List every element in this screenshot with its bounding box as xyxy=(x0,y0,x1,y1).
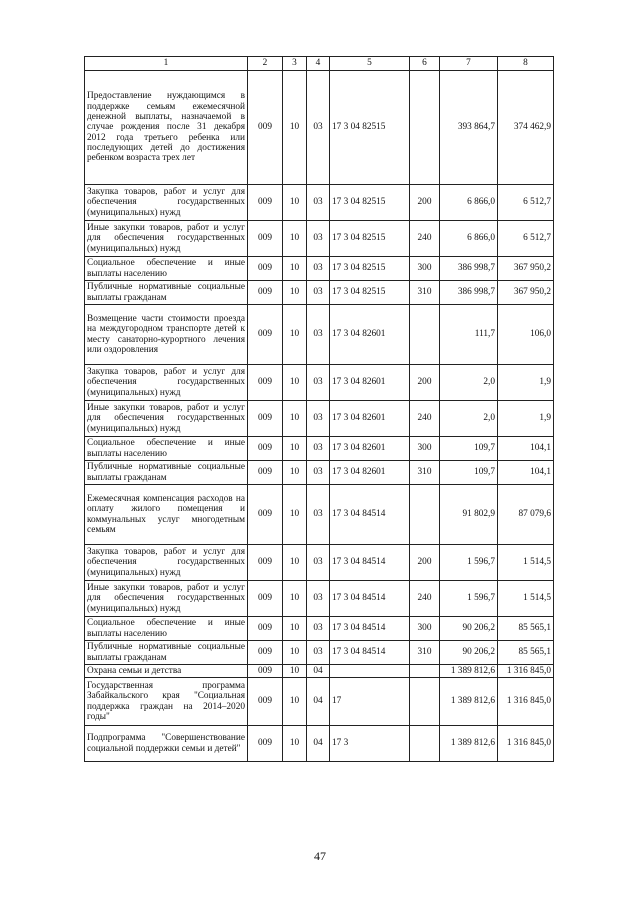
cell-name: Охрана семьи и детства xyxy=(85,665,248,678)
table-row xyxy=(85,221,554,257)
cell-subsection: 03 xyxy=(307,281,330,305)
cell-amount-year-1: 111,7 xyxy=(440,305,498,365)
cell-expense-type xyxy=(410,485,440,545)
cell-name: Иные закупки товаров, работ и услуг для обеспечения государственных (муниципальных) нужд xyxy=(85,401,248,437)
cell-target-article: 17 3 04 84514 xyxy=(330,545,410,581)
cell-name: Ежемесячная компенсация расходов на оплату жилого помещения и коммунальных услуг многодетным семьям xyxy=(85,485,248,545)
cell-expense-type xyxy=(410,726,440,762)
cell-ministry-code: 009 xyxy=(248,305,283,365)
cell-section: 10 xyxy=(283,71,307,185)
cell-expense-type: 200 xyxy=(410,545,440,581)
cell-target-article: 17 3 04 82601 xyxy=(330,365,410,401)
cell-amount-year-2: 85 565,1 xyxy=(498,617,554,641)
cell-expense-type: 310 xyxy=(410,461,440,485)
table-row xyxy=(85,305,554,365)
cell-name: Закупка товаров, работ и услуг для обеспечения государственных (муниципальных) нужд xyxy=(85,185,248,221)
column-header-3: 3 xyxy=(283,57,307,71)
cell-expense-type: 300 xyxy=(410,437,440,461)
cell-ministry-code: 009 xyxy=(248,437,283,461)
column-header-5: 5 xyxy=(330,57,410,71)
cell-name: Социальное обеспечение и иные выплаты населению xyxy=(85,257,248,281)
table-row xyxy=(85,401,554,437)
cell-ministry-code: 009 xyxy=(248,641,283,665)
cell-target-article: 17 3 04 82601 xyxy=(330,401,410,437)
cell-amount-year-2: 374 462,9 xyxy=(498,71,554,185)
cell-target-article: 17 3 04 84514 xyxy=(330,617,410,641)
cell-section: 10 xyxy=(283,257,307,281)
cell-ministry-code: 009 xyxy=(248,485,283,545)
cell-name: Возмещение части стоимости проезда на междугородном транспорте детей к месту санаторно-курортного лечения или оздоровления xyxy=(85,305,248,365)
table-row xyxy=(85,437,554,461)
cell-section: 10 xyxy=(283,401,307,437)
cell-expense-type: 200 xyxy=(410,365,440,401)
cell-expense-type xyxy=(410,678,440,726)
cell-amount-year-2: 6 512,7 xyxy=(498,185,554,221)
cell-target-article: 17 3 04 82515 xyxy=(330,257,410,281)
cell-section: 10 xyxy=(283,678,307,726)
cell-subsection: 03 xyxy=(307,437,330,461)
column-header-8: 8 xyxy=(498,57,554,71)
cell-ministry-code: 009 xyxy=(248,581,283,617)
cell-target-article xyxy=(330,665,410,678)
cell-ministry-code: 009 xyxy=(248,365,283,401)
cell-section: 10 xyxy=(283,437,307,461)
cell-subsection: 03 xyxy=(307,365,330,401)
cell-expense-type: 200 xyxy=(410,185,440,221)
table-row xyxy=(85,617,554,641)
cell-amount-year-1: 6 866,0 xyxy=(440,185,498,221)
cell-name: Закупка товаров, работ и услуг для обеспечения государственных (муниципальных) нужд xyxy=(85,365,248,401)
cell-subsection: 03 xyxy=(307,71,330,185)
cell-expense-type xyxy=(410,665,440,678)
cell-target-article: 17 3 04 82601 xyxy=(330,461,410,485)
cell-ministry-code: 009 xyxy=(248,221,283,257)
cell-expense-type xyxy=(410,305,440,365)
cell-amount-year-1: 90 206,2 xyxy=(440,617,498,641)
column-header-1: 1 xyxy=(85,57,248,71)
table-row xyxy=(85,461,554,485)
cell-amount-year-2: 104,1 xyxy=(498,437,554,461)
cell-amount-year-1: 393 864,7 xyxy=(440,71,498,185)
cell-target-article: 17 3 04 82515 xyxy=(330,185,410,221)
cell-target-article: 17 3 04 84514 xyxy=(330,641,410,665)
cell-amount-year-1: 109,7 xyxy=(440,437,498,461)
cell-name: Иные закупки товаров, работ и услуг для обеспечения государственных (муниципальных) нужд xyxy=(85,581,248,617)
cell-subsection: 03 xyxy=(307,185,330,221)
cell-amount-year-1: 6 866,0 xyxy=(440,221,498,257)
cell-section: 10 xyxy=(283,726,307,762)
cell-section: 10 xyxy=(283,641,307,665)
table-body xyxy=(85,71,554,762)
cell-section: 10 xyxy=(283,185,307,221)
cell-section: 10 xyxy=(283,545,307,581)
cell-section: 10 xyxy=(283,665,307,678)
cell-amount-year-2: 6 512,7 xyxy=(498,221,554,257)
cell-amount-year-2: 367 950,2 xyxy=(498,281,554,305)
cell-subsection: 04 xyxy=(307,665,330,678)
cell-amount-year-1: 1 596,7 xyxy=(440,545,498,581)
cell-section: 10 xyxy=(283,221,307,257)
cell-amount-year-2: 87 079,6 xyxy=(498,485,554,545)
cell-target-article: 17 3 04 84514 xyxy=(330,485,410,545)
cell-section: 10 xyxy=(283,461,307,485)
cell-expense-type: 240 xyxy=(410,221,440,257)
cell-section: 10 xyxy=(283,485,307,545)
cell-amount-year-1: 1 389 812,6 xyxy=(440,665,498,678)
cell-expense-type: 310 xyxy=(410,641,440,665)
cell-target-article: 17 3 04 82515 xyxy=(330,221,410,257)
cell-subsection: 03 xyxy=(307,545,330,581)
cell-subsection: 03 xyxy=(307,461,330,485)
cell-name: Закупка товаров, работ и услуг для обеспечения государственных (муниципальных) нужд xyxy=(85,545,248,581)
column-header-2: 2 xyxy=(248,57,283,71)
cell-subsection: 03 xyxy=(307,641,330,665)
budget-table xyxy=(84,56,554,762)
column-header-4: 4 xyxy=(307,57,330,71)
cell-section: 10 xyxy=(283,617,307,641)
cell-name: Подпрограмма "Совершенствование социальной поддержки семьи и детей" xyxy=(85,726,248,762)
cell-subsection: 03 xyxy=(307,305,330,365)
table-row xyxy=(85,678,554,726)
cell-ministry-code: 009 xyxy=(248,401,283,437)
cell-expense-type: 310 xyxy=(410,281,440,305)
column-header-7: 7 xyxy=(440,57,498,71)
cell-amount-year-2: 1 316 845,0 xyxy=(498,726,554,762)
cell-expense-type: 300 xyxy=(410,617,440,641)
cell-subsection: 03 xyxy=(307,485,330,545)
cell-amount-year-2: 1 514,5 xyxy=(498,545,554,581)
cell-target-article: 17 3 04 82515 xyxy=(330,281,410,305)
cell-ministry-code: 009 xyxy=(248,461,283,485)
cell-section: 10 xyxy=(283,365,307,401)
cell-ministry-code: 009 xyxy=(248,257,283,281)
table-row xyxy=(85,71,554,185)
table-row xyxy=(85,665,554,678)
cell-ministry-code: 009 xyxy=(248,678,283,726)
cell-amount-year-1: 386 998,7 xyxy=(440,257,498,281)
cell-amount-year-1: 1 389 812,6 xyxy=(440,678,498,726)
cell-ministry-code: 009 xyxy=(248,281,283,305)
table-row xyxy=(85,485,554,545)
cell-amount-year-2: 106,0 xyxy=(498,305,554,365)
cell-target-article: 17 3 xyxy=(330,726,410,762)
cell-amount-year-2: 1 316 845,0 xyxy=(498,665,554,678)
cell-ministry-code: 009 xyxy=(248,185,283,221)
cell-subsection: 04 xyxy=(307,678,330,726)
cell-section: 10 xyxy=(283,281,307,305)
cell-amount-year-2: 85 565,1 xyxy=(498,641,554,665)
cell-amount-year-1: 1 389 812,6 xyxy=(440,726,498,762)
cell-amount-year-2: 1 316 845,0 xyxy=(498,678,554,726)
cell-expense-type: 300 xyxy=(410,257,440,281)
cell-subsection: 04 xyxy=(307,726,330,762)
cell-amount-year-1: 109,7 xyxy=(440,461,498,485)
cell-section: 10 xyxy=(283,581,307,617)
cell-target-article: 17 3 04 82601 xyxy=(330,305,410,365)
cell-subsection: 03 xyxy=(307,221,330,257)
cell-amount-year-2: 104,1 xyxy=(498,461,554,485)
cell-amount-year-1: 2,0 xyxy=(440,401,498,437)
table-row xyxy=(85,365,554,401)
table-row xyxy=(85,257,554,281)
cell-name: Социальное обеспечение и иные выплаты населению xyxy=(85,617,248,641)
cell-amount-year-1: 2,0 xyxy=(440,365,498,401)
cell-subsection: 03 xyxy=(307,401,330,437)
table-row xyxy=(85,281,554,305)
cell-amount-year-2: 1,9 xyxy=(498,365,554,401)
cell-amount-year-2: 1 514,5 xyxy=(498,581,554,617)
page-number: 47 xyxy=(314,849,326,863)
cell-amount-year-1: 91 802,9 xyxy=(440,485,498,545)
cell-ministry-code: 009 xyxy=(248,617,283,641)
cell-name: Публичные нормативные социальные выплаты гражданам xyxy=(85,281,248,305)
cell-amount-year-2: 367 950,2 xyxy=(498,257,554,281)
cell-section: 10 xyxy=(283,305,307,365)
cell-ministry-code: 009 xyxy=(248,545,283,581)
cell-name: Предоставление нуждающимся в поддержке семьям ежемесячной денежной выплаты, назначаемой в случае рождения после 31 декабря 2012 года третьего ребенка или последующих детей до достижения ребенком возраста трех лет xyxy=(85,71,248,185)
table-header xyxy=(85,57,554,71)
cell-ministry-code: 009 xyxy=(248,726,283,762)
cell-target-article: 17 3 04 82601 xyxy=(330,437,410,461)
cell-expense-type: 240 xyxy=(410,581,440,617)
table-row xyxy=(85,726,554,762)
cell-name: Государственная программа Забайкальского края "Социальная поддержка граждан на 2014–2020 годы" xyxy=(85,678,248,726)
cell-amount-year-2: 1,9 xyxy=(498,401,554,437)
cell-expense-type xyxy=(410,71,440,185)
cell-subsection: 03 xyxy=(307,617,330,641)
column-header-6: 6 xyxy=(410,57,440,71)
cell-amount-year-1: 1 596,7 xyxy=(440,581,498,617)
cell-amount-year-1: 90 206,2 xyxy=(440,641,498,665)
cell-name: Публичные нормативные социальные выплаты гражданам xyxy=(85,641,248,665)
cell-expense-type: 240 xyxy=(410,401,440,437)
cell-name: Публичные нормативные социальные выплаты гражданам xyxy=(85,461,248,485)
cell-ministry-code: 009 xyxy=(248,71,283,185)
header-row xyxy=(85,57,554,71)
table-row xyxy=(85,581,554,617)
cell-amount-year-1: 386 998,7 xyxy=(440,281,498,305)
cell-target-article: 17 xyxy=(330,678,410,726)
table-row xyxy=(85,641,554,665)
table-row xyxy=(85,185,554,221)
cell-target-article: 17 3 04 82515 xyxy=(330,71,410,185)
cell-ministry-code: 009 xyxy=(248,665,283,678)
cell-name: Социальное обеспечение и иные выплаты населению xyxy=(85,437,248,461)
cell-target-article: 17 3 04 84514 xyxy=(330,581,410,617)
cell-subsection: 03 xyxy=(307,581,330,617)
table-row xyxy=(85,545,554,581)
cell-name: Иные закупки товаров, работ и услуг для обеспечения государственных (муниципальных) нужд xyxy=(85,221,248,257)
cell-subsection: 03 xyxy=(307,257,330,281)
